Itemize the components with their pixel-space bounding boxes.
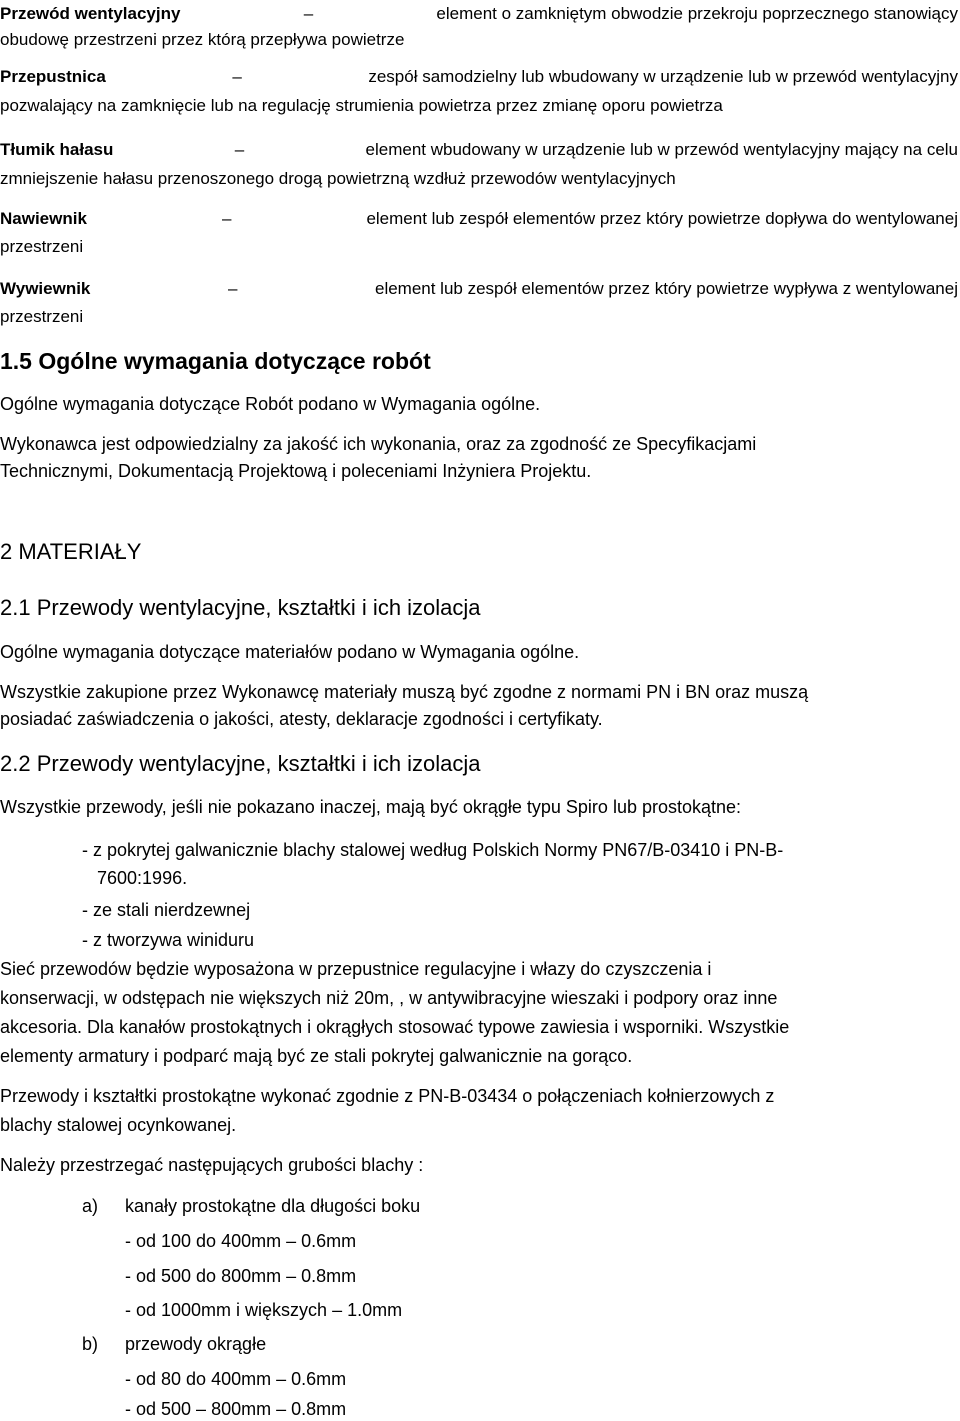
definition-text: element lub zespół elementów przez który powietrze dopływa do wentylowanej: [366, 209, 958, 228]
list-item: - od 80 do 400mm – 0.6mm: [125, 1369, 347, 1389]
paragraph: akcesoria. Dla kanałów prostokątnych i okrągłych stosować typowe zawiesia i wsporniki. Wszystkie: [0, 1017, 790, 1037]
definition-term: Wywiewnik: [0, 279, 91, 298]
section-heading: 2.2 Przewody wentylacyjne, kształtki i ich izolacja: [0, 751, 481, 776]
definition-dash: –: [303, 4, 314, 23]
list-marker: a): [82, 1196, 99, 1216]
definition-term: Przepustnica: [0, 67, 106, 86]
list-item: - od 500 – 800mm – 0.8mm: [125, 1399, 347, 1419]
paragraph: Technicznymi, Dokumentacją Projektową i poleceniami Inżyniera Projektu.: [0, 461, 592, 481]
list-item: - od 1000mm i większych – 1.0mm: [125, 1300, 403, 1320]
list-item: przewody okrągłe: [125, 1334, 267, 1354]
definition-text: zmniejszenie hałasu przenoszonego drogą powietrzną wzdłuż przewodów wentylacyjnych: [0, 169, 676, 188]
paragraph: konserwacji, w odstępach nie większych niż 20m, , w antywibracyjne wieszaki i podpory oraz inne: [0, 988, 778, 1008]
paragraph: Należy przestrzegać następujących grubości blachy :: [0, 1155, 424, 1175]
list-item: - z pokrytej galwanicznie blachy stalowej według Polskich Normy PN67/B-03410 i PN-B-: [82, 840, 784, 860]
paragraph: Ogólne wymagania dotyczące materiałów podano w Wymagania ogólne.: [0, 642, 580, 662]
list-item: - ze stali nierdzewnej: [82, 900, 251, 920]
definition-dash: –: [232, 67, 242, 86]
definition-dash: –: [221, 209, 232, 228]
list-item: - od 500 do 800mm – 0.8mm: [125, 1266, 357, 1286]
paragraph: Ogólne wymagania dotyczące Robót podano w Wymagania ogólne.: [0, 394, 541, 414]
paragraph: Wszystkie zakupione przez Wykonawcę materiały muszą być zgodne z normami PN i BN oraz muszą: [0, 682, 809, 702]
paragraph: posiadać zaświadczenia o jakości, atesty, deklaracje zgodności i certyfikaty.: [0, 709, 603, 729]
definition-term: Nawiewnik: [0, 209, 87, 228]
list-item: 7600:1996.: [97, 868, 188, 888]
definition-text: element lub zespół elementów przez który powietrze wypływa z wentylowanej: [374, 279, 958, 298]
paragraph: blachy stalowej ocynkowanej.: [0, 1115, 237, 1135]
definition-line: [0, 3, 958, 25]
definition-line: [0, 139, 958, 161]
definition-dash: –: [227, 279, 238, 298]
definition-text: element wbudowany w urządzenie lub w przewód wentylacyjny mający na celu: [365, 140, 958, 159]
section-heading: 1.5 Ogólne wymagania dotyczące robót: [0, 348, 431, 374]
definition-term: Tłumik hałasu: [0, 140, 114, 159]
list-item: - od 100 do 400mm – 0.6mm: [125, 1231, 357, 1251]
paragraph: elementy armatury i podparć mają być ze stali pokrytej galwanicznie na gorąco.: [0, 1046, 633, 1066]
section-heading: 2.1 Przewody wentylacyjne, kształtki i ich izolacja: [0, 595, 481, 620]
definition-dash: –: [234, 140, 245, 159]
list-item: kanały prostokątne dla długości boku: [125, 1196, 421, 1216]
list-marker: b): [82, 1334, 99, 1354]
definition-text: pozwalający na zamknięcie lub na regulację strumienia powietrza przez zmianę oporu powietrza: [0, 96, 723, 115]
definition-line: [0, 208, 958, 230]
definition-line: [0, 278, 958, 300]
definition-line: [0, 66, 958, 88]
list-item: - z tworzywa winiduru: [82, 930, 255, 950]
definition-term: Przewód wentylacyjny: [0, 4, 181, 23]
paragraph: Wykonawca jest odpowiedzialny za jakość ich wykonania, oraz za zgodność ze Specyfikacjami: [0, 434, 757, 454]
paragraph: Wszystkie przewody, jeśli nie pokazano inaczej, mają być okrągłe typu Spiro lub prostokątne:: [0, 797, 742, 817]
definition-text: przestrzeni: [0, 307, 84, 326]
chapter-heading: 2 MATERIAŁY: [0, 539, 142, 564]
definition-text: element o zamkniętym obwodzie przekroju poprzecznego stanowiący: [436, 4, 958, 23]
paragraph: Sieć przewodów będzie wyposażona w przepustnice regulacyjne i włazy do czyszczenia i: [0, 959, 712, 979]
paragraph: Przewody i kształtki prostokątne wykonać zgodnie z PN-B-03434 o połączeniach kołnierzowych z: [0, 1086, 775, 1106]
definition-text: obudowę przestrzeni przez którą przepływa powietrze: [0, 30, 405, 49]
definition-text: zespół samodzielny lub wbudowany w urządzenie lub w przewód wentylacyjny: [368, 67, 958, 86]
definition-text: przestrzeni: [0, 237, 84, 256]
